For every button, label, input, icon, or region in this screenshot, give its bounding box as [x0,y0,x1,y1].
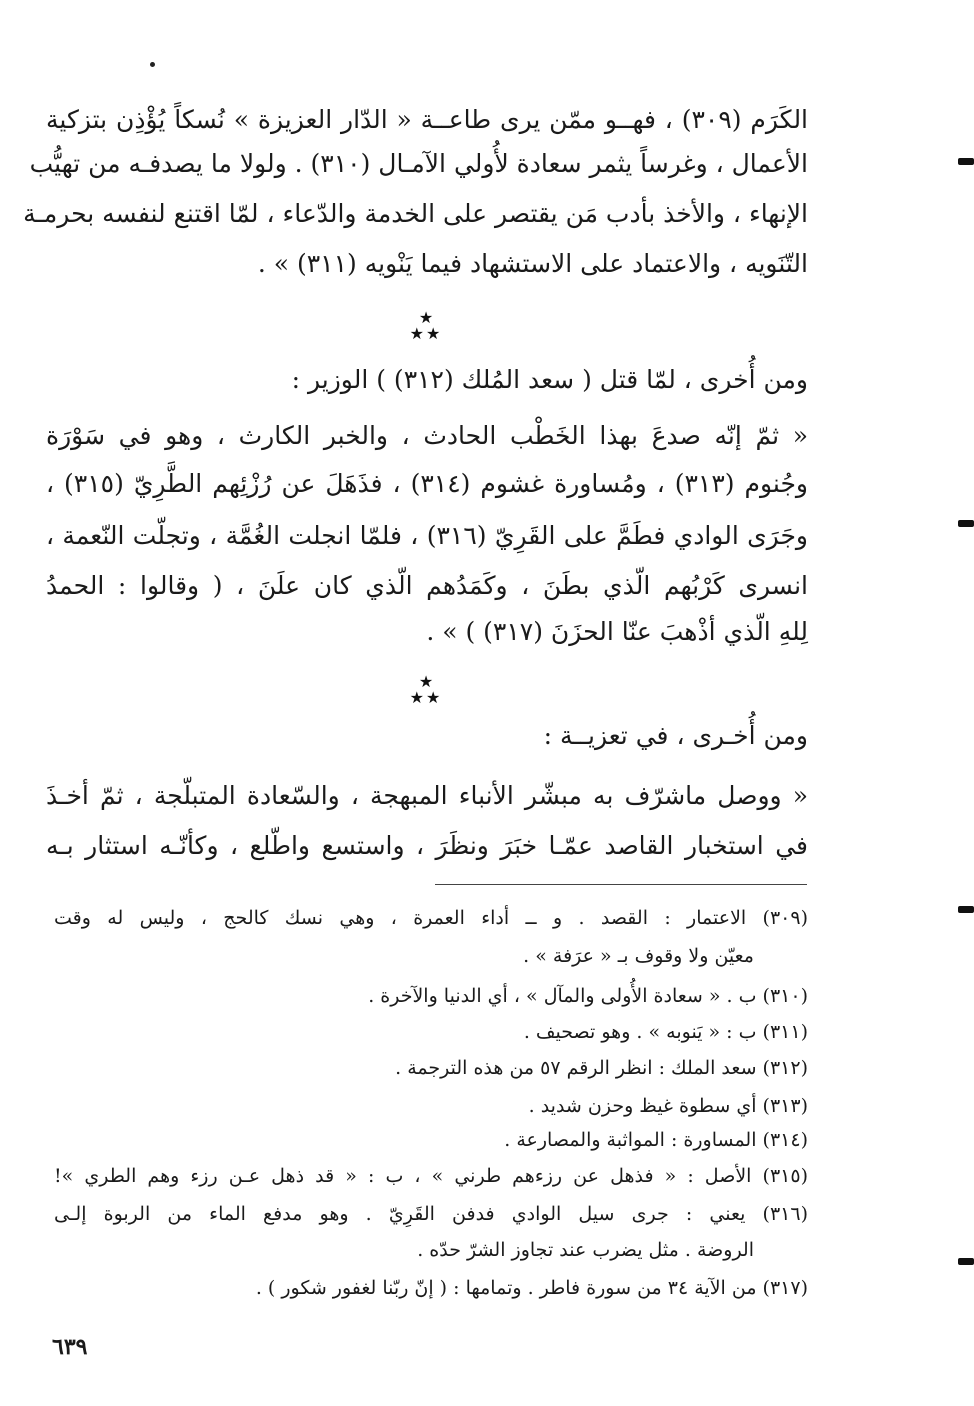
footnote-line: (٣١٦) يعني : جرى سيل الوادي فدفن القَرِيّ . وهو مدفع الماء من الربوة إلـى [54,1203,808,1225]
body-line: الكَرَم (٣٠٩) ، فهــو ممّن يرى طاعــة « الدّار العزيزة » نُسكاً يُؤْذِن بتزكية [46,105,809,134]
footnote-line: (٣١٥) الأصل : « فذهل عن رزءهم طرني » ، ب : « قد ذهل عـن رزء وهم الطري »! [54,1165,808,1187]
body-line: « ثمّ إنّه صدعَ بهذا الخَطْب الحادث ، والخبر الكارث ، وهو في سَوْرَة [46,421,808,450]
footnote-line: (٣١٠) ب . « سعادة الأُولى والمآل » ، أي الدنيا والآخرة . [368,985,808,1007]
footnote-line: الروضة . مثل يضرب عند تجاوز الشرّ حدّه . [417,1239,754,1261]
footnote-line: (٣١٣) أي سطوة غيظ وحزن شديد . [528,1095,808,1117]
body-line: التّنَويه ، والاعتماد على الاستشهاد فيما يَنْويه (٣١١) » . [257,249,808,278]
body-line: لِلهِ الّذي أذْهبَ عنّا الحزَنَ (٣١٧) ) » . [426,617,808,646]
footnote-line: معيّن ولا وقوف بـ « عرَفة » . [523,945,754,967]
footnote-line: (٣١٧) من الآية ٣٤ من سورة فاطر . وتمامها : ( إنّ ربّنا لغفور شكور ) . [255,1277,808,1299]
star-top: ★ [418,308,434,327]
margin-tab-mark [958,906,974,913]
footnote-line: (٣٠٩) الاعتمار : القصد . و ــ أداء العمرة ، وهي نسك كالحج ، وليس له وقت [54,907,808,929]
section-heading: ومن أُخـرى ، في تعزيــة : [543,721,808,750]
footnote-divider [435,884,807,885]
ink-speck [150,62,155,67]
margin-tab-mark [958,1258,974,1265]
section-heading: ومن أُخرى ، لمّا قتل ( سعد المُلك (٣١٢) ) الوزير : [291,365,808,394]
margin-tab-mark [958,520,974,527]
body-line: الأعمال ، وغرساً يثمر سعادة لأُولي الآمـال (٣١٠) . ولولا ما يصدفـه من تهيُّب [29,149,808,178]
section-separator-stars [400,674,452,706]
page-number: ٦٣٩ [52,1334,88,1360]
body-line: وجَرَى الوادي فطَمَّ على القَرِيّ (٣١٦) ، فلمّا انجلت الغُمَّة ، وتجلّت النّعمة ، [46,521,809,550]
section-separator-stars [400,310,452,342]
footnote-line: (٣١٤) المساورة : المواثبة والمصارعة . [504,1129,808,1151]
star-top: ★ [418,672,434,691]
body-line: انسرى كَرْبُهم الّذي بطَنَ ، وكَمَدُهم الّذي كان علَنَ ، ( وقالوا : الحمدُ [46,571,808,600]
footnote-line: (٣١١) ب : « يَنوبه » . وهو تصحيف . [523,1021,808,1043]
star-bottom: ★★ [409,324,443,343]
body-line: الإنهاء ، والأخذ بأدب مَن يقتصر على الخدمة والدّعاء ، لمّا اقتنع لنفسه بحرمـة [23,199,808,228]
margin-tab-mark [958,158,974,165]
body-line: وجُنوم (٣١٣) ، ومُساورة غشوم (٣١٤) ، فذَهَلَ عن رُزْئِهم الطَّرِيّ (٣١٥) ، [46,469,808,498]
star-bottom: ★★ [409,688,443,707]
footnote-line: (٣١٢) سعد الملك : انظر الرقم ٥٧ من هذه الترجمة . [395,1057,808,1079]
body-line: في استخبار القاصد عمّـا خبَرَ ونظَرَ ، واستسع واطّلع ، وكأنّـه استثار بـه [46,831,808,860]
body-line: « ووصل ماشرّف به مبشّر الأنباء المبهجة ، والسّعادة المتبلّجة ، ثمّ أخـذَ [46,781,808,810]
